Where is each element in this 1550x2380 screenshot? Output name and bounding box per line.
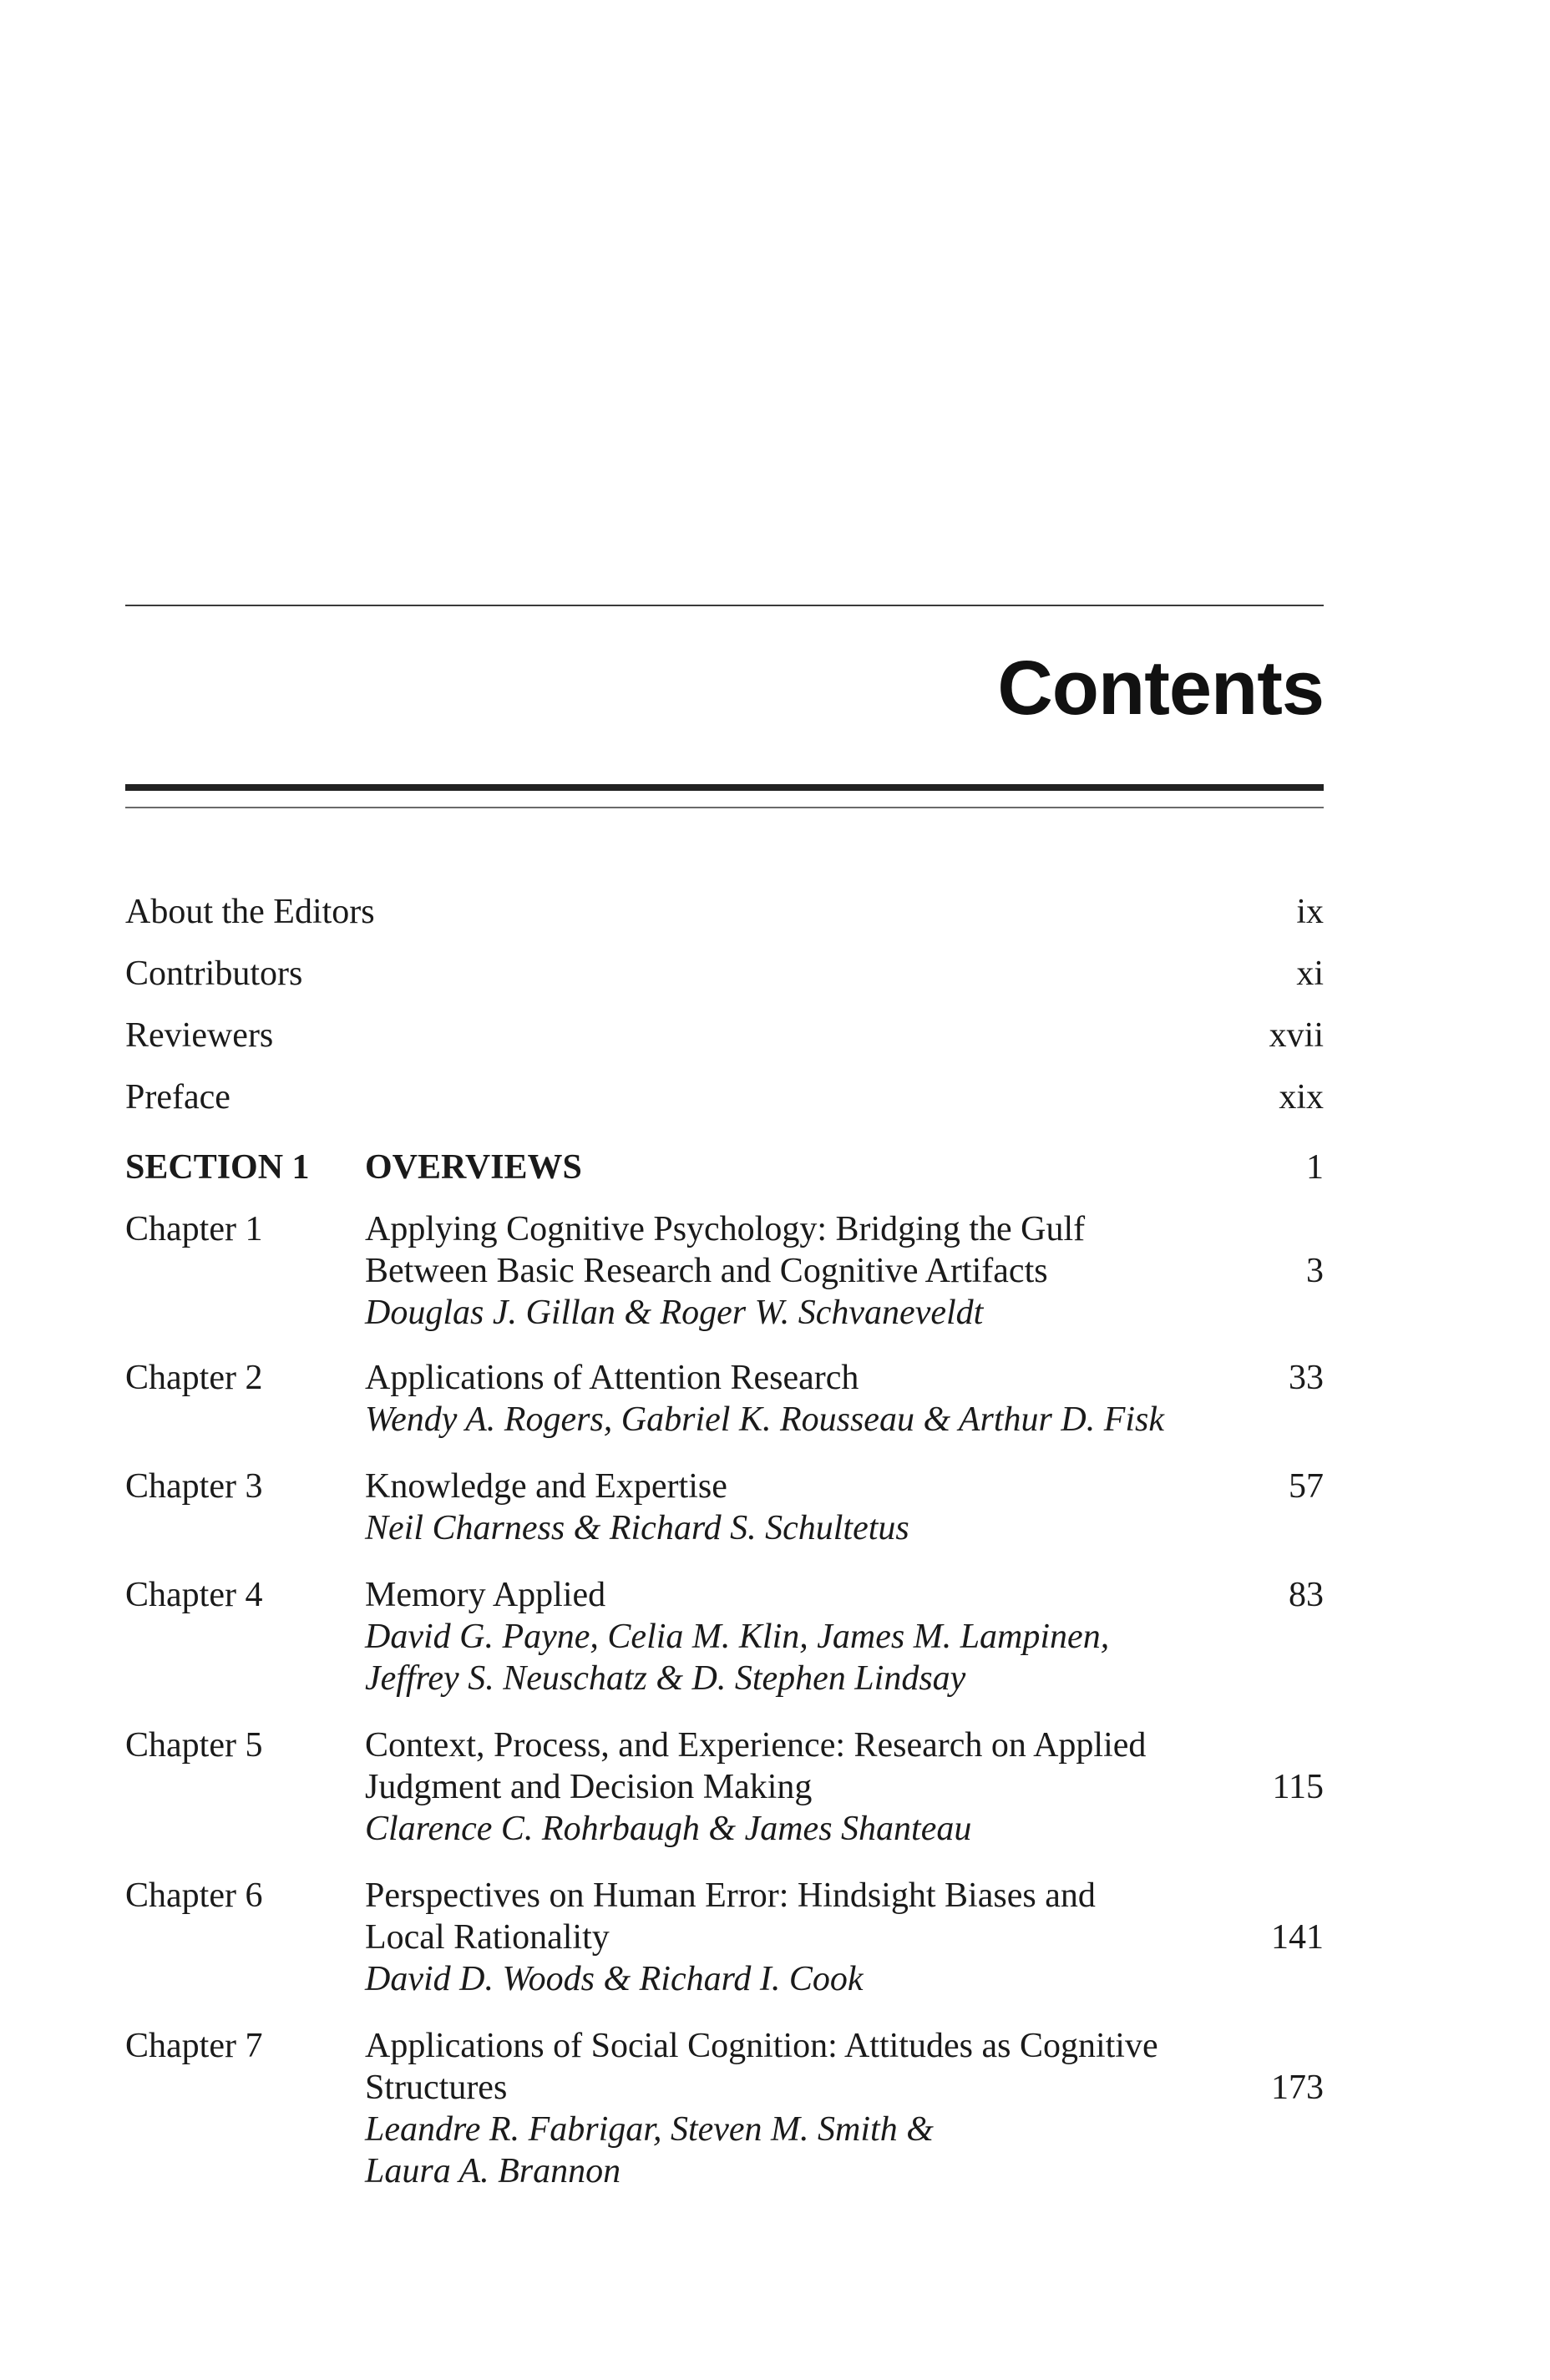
chapter-body bbox=[365, 2025, 1200, 2192]
entry-page-number: xi bbox=[1296, 955, 1324, 993]
chapter-page-number: 173 bbox=[1271, 2069, 1324, 2107]
chapter-body bbox=[365, 1574, 1200, 1699]
section-label: SECTION 1 bbox=[125, 1148, 310, 1187]
section-title: OVERVIEWS bbox=[365, 1148, 582, 1187]
chapter-title-line: Perspectives on Human Error: Hindsight Biases and bbox=[365, 1876, 1096, 1915]
chapter-title-line: Applications of Social Cognition: Attitudes as Cognitive bbox=[365, 2027, 1158, 2065]
top-rule bbox=[125, 605, 1324, 606]
chapter-authors bbox=[365, 1808, 1200, 1850]
chapter-title-line: Applications of Attention Research bbox=[365, 1359, 859, 1397]
chapter-page-number: 115 bbox=[1272, 1768, 1324, 1806]
chapter-authors bbox=[365, 1292, 1200, 1334]
chapter-label: Chapter 5 bbox=[125, 1726, 263, 1765]
chapter-page-number: 141 bbox=[1271, 1918, 1324, 1957]
chapter-title-line: Context, Process, and Experience: Research on Applied bbox=[365, 1726, 1147, 1765]
chapter-authors-line: Laura A. Brannon bbox=[365, 2152, 621, 2190]
toc-entry-preface[interactable] bbox=[125, 1076, 1324, 1118]
chapter-title-line: Knowledge and Expertise bbox=[365, 1467, 727, 1506]
chapter-authors-line: Douglas J. Gillan & Roger W. Schvaneveldt bbox=[365, 1294, 984, 1332]
toc-entry-reviewers[interactable] bbox=[125, 1015, 1324, 1056]
entry-page-number: xvii bbox=[1269, 1016, 1324, 1055]
section-page-number: 1 bbox=[1306, 1148, 1324, 1187]
table-of-contents bbox=[125, 891, 1324, 2192]
entry-page-number: ix bbox=[1296, 893, 1324, 931]
entry-label: About the Editors bbox=[125, 893, 375, 931]
chapter-label: Chapter 7 bbox=[125, 2027, 263, 2065]
chapter-label: Chapter 4 bbox=[125, 1576, 263, 1614]
chapter-body bbox=[365, 1357, 1200, 1441]
thin-rule bbox=[125, 807, 1324, 808]
chapter-title-line: Judgment and Decision Making bbox=[365, 1768, 813, 1806]
entry-label: Contributors bbox=[125, 955, 303, 993]
chapter-authors-line: Wendy A. Rogers, Gabriel K. Rousseau & Arthur D. Fisk bbox=[365, 1400, 1165, 1439]
chapter-authors bbox=[365, 2109, 1200, 2192]
chapter-authors bbox=[365, 1616, 1200, 1699]
chapter-authors bbox=[365, 1507, 1200, 1549]
chapter-body bbox=[365, 1466, 1200, 1549]
chapter-title-line: Memory Applied bbox=[365, 1576, 606, 1614]
chapter-authors-line: Neil Charness & Richard S. Schultetus bbox=[365, 1509, 909, 1547]
chapter-title-line: Between Basic Research and Cognitive Artifacts bbox=[365, 1252, 1048, 1290]
chapter-page-number: 3 bbox=[1306, 1252, 1324, 1290]
toc-chapter-1[interactable] bbox=[125, 1208, 1324, 1334]
chapter-authors-line: Jeffrey S. Neuschatz & D. Stephen Lindsay bbox=[365, 1659, 966, 1698]
chapter-authors-line: David D. Woods & Richard I. Cook bbox=[365, 1960, 864, 1998]
chapter-label: Chapter 3 bbox=[125, 1467, 263, 1506]
toc-chapter-4[interactable] bbox=[125, 1574, 1324, 1699]
chapter-authors-line: Clarence C. Rohrbaugh & James Shanteau bbox=[365, 1810, 972, 1848]
chapter-body bbox=[365, 1724, 1200, 1850]
chapter-authors bbox=[365, 1399, 1200, 1441]
chapter-body bbox=[365, 1875, 1200, 2000]
chapter-authors bbox=[365, 1958, 1200, 2000]
chapter-authors-line: David G. Payne, Celia M. Klin, James M. Lampinen, bbox=[365, 1618, 1110, 1656]
toc-section-1[interactable] bbox=[125, 1147, 1324, 1188]
chapter-title-line: Local Rationality bbox=[365, 1918, 610, 1957]
page-title: Contents bbox=[997, 646, 1324, 731]
toc-entry-about-the-editors[interactable] bbox=[125, 891, 1324, 933]
toc-entry-contributors[interactable] bbox=[125, 953, 1324, 995]
entry-label: Reviewers bbox=[125, 1016, 274, 1055]
chapter-page-number: 57 bbox=[1289, 1467, 1324, 1506]
chapter-page-number: 33 bbox=[1289, 1359, 1324, 1397]
toc-chapter-7[interactable] bbox=[125, 2025, 1324, 2192]
chapter-label: Chapter 2 bbox=[125, 1359, 263, 1397]
toc-chapter-3[interactable] bbox=[125, 1466, 1324, 1549]
chapter-title-line: Applying Cognitive Psychology: Bridging the Gulf bbox=[365, 1210, 1086, 1248]
chapter-body bbox=[365, 1208, 1200, 1334]
toc-chapter-5[interactable] bbox=[125, 1724, 1324, 1850]
chapter-label: Chapter 6 bbox=[125, 1876, 263, 1915]
entry-label: Preface bbox=[125, 1078, 230, 1117]
entry-page-number: xix bbox=[1279, 1078, 1324, 1117]
chapter-title-line: Structures bbox=[365, 2069, 508, 2107]
chapter-authors-line: Leandre R. Fabrigar, Steven M. Smith & bbox=[365, 2110, 934, 2149]
chapter-label: Chapter 1 bbox=[125, 1210, 263, 1248]
thick-rule bbox=[125, 784, 1324, 791]
toc-chapter-2[interactable] bbox=[125, 1357, 1324, 1441]
toc-chapter-6[interactable] bbox=[125, 1875, 1324, 2000]
chapter-page-number: 83 bbox=[1289, 1576, 1324, 1614]
